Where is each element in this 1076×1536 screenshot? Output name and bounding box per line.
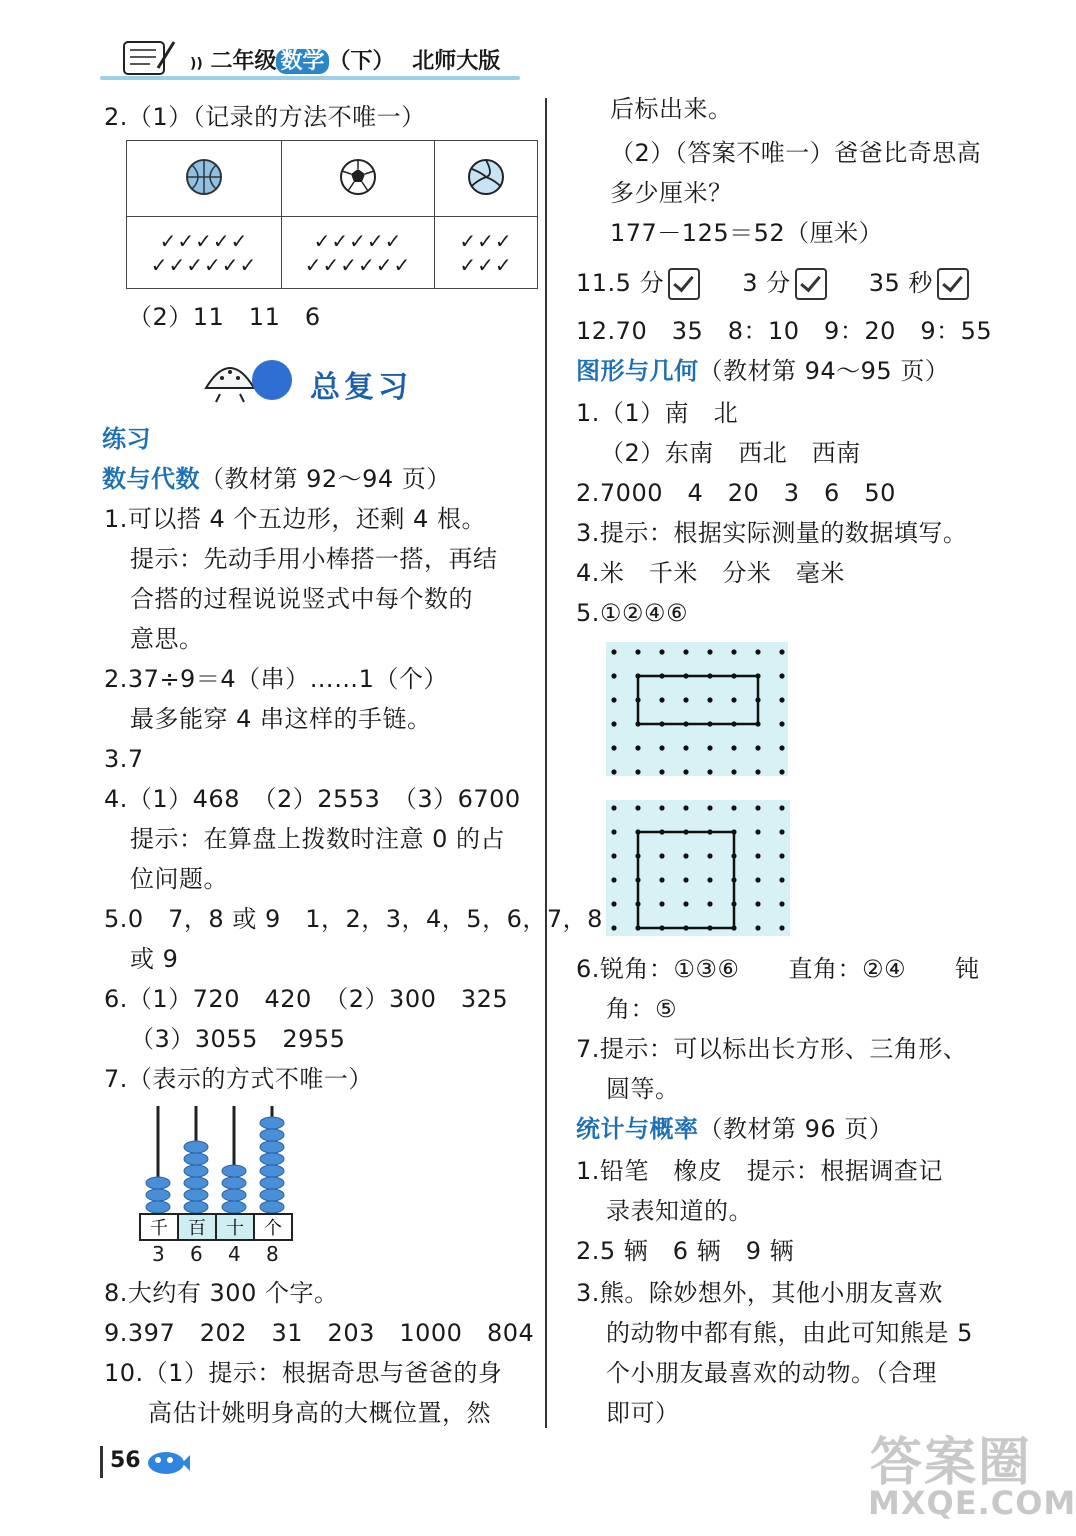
abacus-bead-hundreds (184, 1189, 208, 1201)
grid-dot (707, 877, 712, 882)
grid-dot (755, 829, 760, 834)
grid-dot (659, 697, 664, 702)
section-ball-icon (252, 360, 292, 400)
left-line-5: 2.37÷9＝4（串）……1（个） (104, 665, 448, 693)
grid-dot (611, 673, 616, 678)
right-line-a3: 多少厘米？ (610, 179, 733, 207)
header-grade: 二年级 (210, 49, 277, 74)
grid-dot (659, 769, 664, 774)
grid-dot (659, 745, 664, 750)
check-icon (668, 268, 700, 300)
abacus-place-ones: 个 (264, 1218, 282, 1239)
q11-row: 11.5 分 3 分 35 秒 (576, 268, 969, 300)
volleyball-icon (466, 157, 506, 197)
q2-part2: （2）11 11 6 (128, 303, 321, 331)
grid-dot (635, 805, 640, 810)
right-line-c3: 7.提示：可以标出长方形、三角形、 (576, 1035, 968, 1063)
header-term: （下） (328, 49, 395, 74)
subsection-numbers-algebra: 数与代数（教材第 92～94 页） (102, 465, 451, 493)
left-line-3: 合搭的过程说说竖式中每个数的 (130, 585, 473, 613)
header-underline (100, 76, 520, 80)
grid-dot (779, 829, 784, 834)
right-line-d5: 的动物中都有熊，由此可知熊是 5 (606, 1319, 973, 1347)
record-table (126, 140, 538, 289)
grid-dot (779, 745, 784, 750)
section-title: 总复习 (310, 370, 412, 405)
left-line-18: 10.（1）提示：根据奇思与爸爸的身 (104, 1359, 503, 1387)
grid-dot (779, 925, 784, 930)
fish-icon (146, 1450, 190, 1480)
grid-dot (707, 805, 712, 810)
rectangle-shape (638, 676, 758, 724)
grid-dot (611, 721, 616, 726)
left-line-10: 位问题。 (130, 865, 228, 893)
grid-dot (611, 805, 616, 810)
grid-dot (683, 877, 688, 882)
grid-dot (635, 649, 640, 654)
abacus-figure (136, 1104, 306, 1244)
check-icon (937, 268, 969, 300)
basketball-icon (184, 157, 224, 197)
grid-dot (779, 877, 784, 882)
grid-dot (755, 769, 760, 774)
left-line-2: 提示：先动手用小棒搭一搭，再结 (130, 545, 498, 573)
left-line-11: 5.0 7，8 或 9 1，2，3，4，5，6，7，8 (104, 905, 603, 933)
grid-dot (611, 745, 616, 750)
abacus-bead-ones (260, 1117, 284, 1129)
header-title: )) 二年级 数学 （下） 北师大版 (190, 49, 501, 74)
grid-dot (779, 697, 784, 702)
grid-dot (611, 925, 616, 930)
grid-dot (755, 805, 760, 810)
right-line-d4: 3.熊。除妙想外，其他小朋友喜欢 (576, 1279, 943, 1307)
check-icon (795, 268, 827, 300)
grid-dot (755, 649, 760, 654)
grid-dot (611, 829, 616, 834)
watermelon-icon (200, 348, 260, 408)
left-line-15: 7.（表示的方式不唯一） (104, 1065, 373, 1093)
right-line-a2: （2）（答案不唯一）爸爸比奇思高 (610, 139, 982, 167)
footer-bar (100, 1446, 103, 1478)
grid-dot (755, 877, 760, 882)
grid-dot (683, 805, 688, 810)
grid-dot (707, 697, 712, 702)
abacus-bead-hundreds (184, 1165, 208, 1177)
basketball-tally: ✓✓✓✓✓ ✓✓✓✓✓✓ (127, 217, 282, 289)
left-line-6: 最多能穿 4 串这样的手链。 (130, 705, 432, 733)
grid-dot (731, 745, 736, 750)
football-icon (338, 157, 378, 197)
left-line-7: 3.7 (104, 745, 144, 773)
right-line-b3: 2.7000 4 20 3 6 50 (576, 479, 896, 507)
grid-dot (779, 853, 784, 858)
right-line-d6: 个小朋友最喜欢的动物。（合理 (606, 1359, 937, 1387)
abacus-bead-thousands (146, 1189, 170, 1201)
grid-dot (683, 769, 688, 774)
grid-dot (755, 901, 760, 906)
right-line-b1: 1.（1）南 北 (576, 399, 739, 427)
grid-dot (611, 769, 616, 774)
abacus-bead-tens (222, 1201, 246, 1213)
right-line-b4: 3.提示：根据实际测量的数据填写。 (576, 519, 968, 547)
right-line-b6: 5.①②④⑥ (576, 599, 688, 627)
grid-dot (683, 901, 688, 906)
left-line-13: 6.（1）720 420 （2）300 325 (104, 985, 509, 1013)
grid-dot (659, 805, 664, 810)
grid-dot (683, 745, 688, 750)
abacus-bead-ones (260, 1129, 284, 1141)
abacus-place-thousands: 千 (150, 1218, 168, 1239)
q12: 12.70 35 8：10 9：20 9：55 (576, 317, 993, 345)
grid-dot (707, 769, 712, 774)
grid-dot (611, 901, 616, 906)
football-tally: ✓✓✓✓✓ ✓✓✓✓✓✓ (282, 217, 435, 289)
grid-dot (731, 769, 736, 774)
right-line-c2: 角：⑤ (606, 995, 678, 1023)
grid-dot (707, 649, 712, 654)
right-line-c1: 6.锐角：①③⑥ 直角：②④ 钝 (576, 955, 980, 983)
page-number: 56 (110, 1448, 141, 1473)
right-line-b5: 4.米 千米 分米 毫米 (576, 559, 845, 587)
left-line-9: 提示：在算盘上拨数时注意 0 的占 (130, 825, 506, 853)
column-divider (545, 98, 547, 1428)
abacus-bead-ones (260, 1201, 284, 1213)
right-line-a4: 177－125＝52（厘米） (610, 219, 884, 247)
grid-dot (611, 853, 616, 858)
football-cell (282, 141, 435, 217)
header-icon-book (110, 36, 180, 80)
grid-dot (779, 901, 784, 906)
grid-dot (659, 853, 664, 858)
volleyball-cell (435, 141, 538, 217)
right-line-d7: 即可） (606, 1399, 680, 1427)
dot-grid-rectangle (606, 642, 788, 776)
right-line-d3: 2.5 辆 6 辆 9 辆 (576, 1237, 795, 1265)
grid-dot (707, 853, 712, 858)
grid-dot (707, 745, 712, 750)
right-line-d1: 1.铅笔 橡皮 提示：根据调查记 (576, 1157, 943, 1185)
right-line-d2: 录表知道的。 (606, 1197, 753, 1225)
watermark-domain: MXQE.COM (868, 1484, 1076, 1522)
grid-dot (755, 925, 760, 930)
q2-title: 2.（1）（记录的方法不唯一） (104, 103, 426, 131)
grid-dot (731, 649, 736, 654)
abacus-place-tens: 十 (226, 1218, 244, 1239)
watermark-text: 答案圈 (870, 1433, 1033, 1493)
abacus-bead-hundreds (184, 1141, 208, 1153)
grid-dot (779, 673, 784, 678)
abacus-bead-tens (222, 1177, 246, 1189)
grid-dot (659, 877, 664, 882)
rectangle-figure (606, 642, 788, 776)
abacus-bead-ones (260, 1189, 284, 1201)
grid-dot (683, 853, 688, 858)
left-line-19: 高估计姚明身高的大概位置，然 (148, 1399, 491, 1427)
left-line-17: 9.397 202 31 203 1000 804 (104, 1319, 535, 1347)
left-line-8: 4.（1）468 （2）2553 （3）6700 (104, 785, 521, 813)
grid-dot (683, 649, 688, 654)
grid-dot (779, 769, 784, 774)
grid-dot (779, 805, 784, 810)
abacus-bead-tens (222, 1189, 246, 1201)
grid-dot (635, 769, 640, 774)
abacus-bead-ones (260, 1153, 284, 1165)
grid-dot (611, 877, 616, 882)
left-line-4: 意思。 (130, 625, 204, 653)
abacus-bead-ones (260, 1165, 284, 1177)
grid-dot (731, 805, 736, 810)
left-line-16: 8.大约有 300 个字。 (104, 1279, 339, 1307)
abacus-place-hundreds: 百 (188, 1218, 206, 1239)
dot-grid-square (606, 800, 790, 936)
grid-dot (755, 745, 760, 750)
subsection-statistics: 统计与概率（教材第 96 页） (576, 1115, 894, 1143)
abacus-bead-thousands (146, 1177, 170, 1189)
grid-dot (611, 697, 616, 702)
grid-dot (659, 901, 664, 906)
basketball-cell (127, 141, 282, 217)
grid-dot (779, 721, 784, 726)
abacus-bead-hundreds (184, 1201, 208, 1213)
grid-dot (659, 649, 664, 654)
subsection-geometry: 图形与几何（教材第 94～95 页） (576, 357, 950, 385)
abacus-bead-thousands (146, 1201, 170, 1213)
header-subject: 数学 (276, 49, 328, 74)
practice-label: 练习 (102, 425, 151, 453)
grid-dot (731, 697, 736, 702)
abacus-bead-ones (260, 1177, 284, 1189)
grid-dot (755, 853, 760, 858)
header-edition: 北师大版 (412, 49, 501, 74)
grid-dot (635, 745, 640, 750)
grid-dot (683, 697, 688, 702)
abacus-bead-hundreds (184, 1153, 208, 1165)
square-figure (606, 800, 790, 936)
abacus-bead-ones (260, 1141, 284, 1153)
left-line-14: （3）3055 2955 (130, 1025, 346, 1053)
right-line-c4: 圆等。 (606, 1075, 680, 1103)
left-line-1: 1.可以搭 4 个五边形，还剩 4 根。 (104, 505, 486, 533)
grid-dot (707, 901, 712, 906)
grid-dot (611, 649, 616, 654)
grid-dot (779, 649, 784, 654)
abacus-bead-hundreds (184, 1177, 208, 1189)
left-line-12: 或 9 (130, 945, 179, 973)
abacus-bead-tens (222, 1165, 246, 1177)
volleyball-tally: ✓✓✓ ✓✓✓ (435, 217, 538, 289)
right-line-b2: （2）东南 西北 西南 (600, 439, 861, 467)
right-line-a1: 后标出来。 (610, 95, 733, 123)
